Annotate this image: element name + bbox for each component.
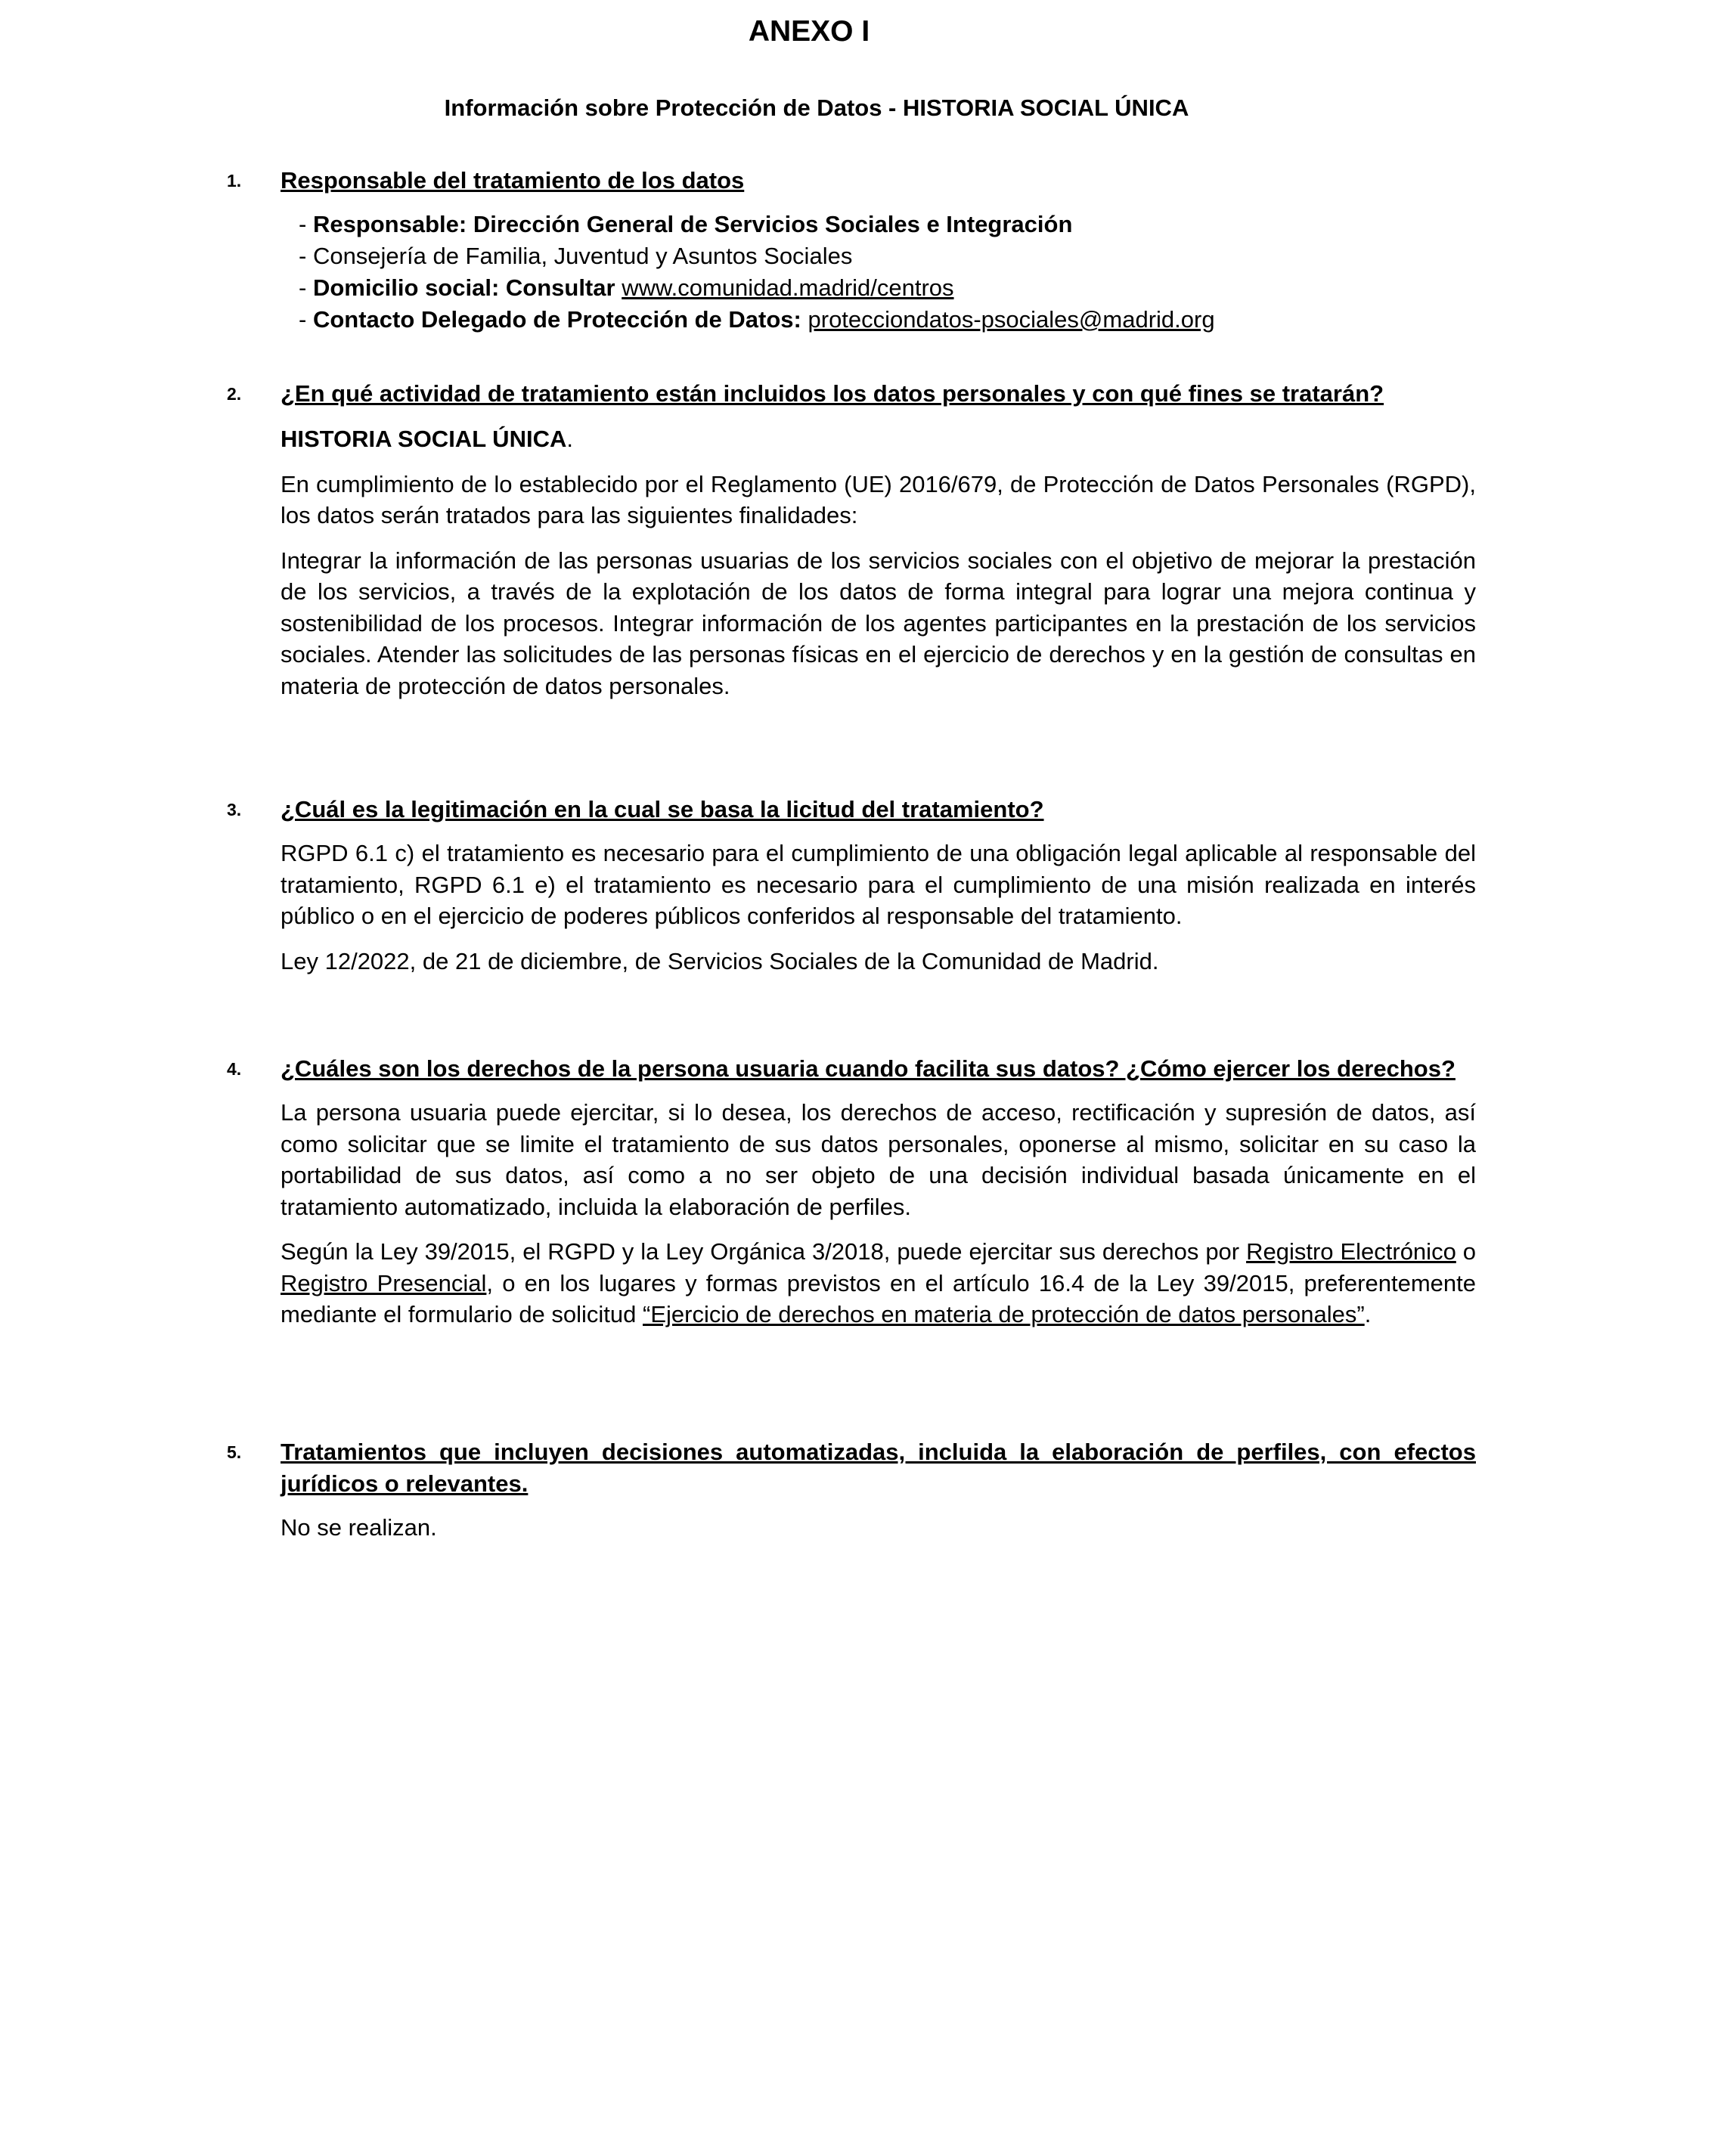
text-run: . (1364, 1301, 1372, 1327)
paragraph: Ley 12/2022, de 21 de diciembre, de Servicios Sociales de la Comunidad de Madrid. (281, 947, 1159, 974)
dash: - (299, 306, 313, 333)
text-run: Según la Ley 39/2015, el RGPD y la Ley Orgánica 3/2018, puede ejercitar sus derechos por (281, 1238, 1247, 1265)
list-item (299, 209, 1476, 240)
dpo-contact-label: Contacto Delegado de Protección de Datos: (312, 306, 801, 333)
text-run: , o en los lugares y formas previstos en el artículo 16.4 de la Ley 39/2015, preferentemente mediante el formulario de solicitud (281, 1269, 1476, 1327)
dash: - (299, 243, 313, 269)
activity-period: . (566, 426, 573, 452)
list-item (299, 240, 1476, 272)
section-body (281, 423, 1476, 702)
registro-electronico-link[interactable]: Registro Electrónico (1246, 1238, 1456, 1265)
section-heading: ¿Cuál es la legitimación en la cual se basa la licitud del tratamiento? (281, 796, 1044, 822)
document-subtitle: Información sobre Protección de Datos - HISTORIA SOCIAL ÚNICA (444, 94, 1189, 121)
responsible-label: Responsable: Dirección General de Servicios Sociales e Integración (312, 211, 1073, 237)
activity-title (281, 423, 1476, 455)
section-heading: ¿En qué actividad de tratamiento están incluidos los datos personales y con qué fines se tratarán? (281, 380, 1384, 407)
paragraph (281, 1236, 1476, 1330)
section-number: 1. (227, 171, 242, 191)
paragraph: Integrar la información de las personas usuarias de los servicios sociales con el objetivo de mejorar la prestación de los servicios, a través de la explotación de los datos de forma integral para lograr una mejora continua y sostenibilidad de los procesos. Integrar información de los agentes participantes en la prestación de los servicios sociales. Atender las solicitudes de las personas físicas en el ejercicio de derechos y en la gestión de consultas en materia de protección de datos personales. (281, 547, 1476, 699)
rights-form-link[interactable]: “Ejercicio de derechos en materia de protección de datos personales” (643, 1301, 1365, 1327)
section-5 (227, 1436, 1476, 1557)
paragraph: La persona usuaria puede ejercitar, si lo desea, los derechos de acceso, rectificación y supresión de datos, así como solicitar que se limite el tratamiento de sus datos personales, oponerse al mismo, solicitar en su caso la portabilidad de sus datos, así como a no ser objeto de una decisión individual basada únicamente en el tratamiento automatizado, incluida la elaboración de perfiles. (281, 1099, 1476, 1220)
section-body (281, 838, 1476, 977)
department-text: Consejería de Familia, Juventud y Asuntos Sociales (312, 243, 853, 269)
list-item (299, 304, 1476, 336)
paragraph: No se realizan. (281, 1514, 437, 1541)
section-number: 4. (227, 1059, 242, 1079)
address-label: Domicilio social: Consultar (312, 274, 615, 301)
section-number: 2. (227, 384, 242, 404)
annex-title: ANEXO I (748, 15, 870, 48)
section-body (281, 1097, 1476, 1330)
activity-name: HISTORIA SOCIAL ÚNICA (281, 426, 567, 452)
section-3 (227, 794, 1476, 990)
paragraph: RGPD 6.1 c) el tratamiento es necesario para el cumplimiento de una obligación legal aplicable al responsable del tratamiento, RGPD 6.1 e) el tratamiento es necesario para el cumplimiento de una misión realizada en interés público o en el ejercicio de poderes públicos conferidos al responsable del tratamiento. (281, 840, 1476, 929)
list-item (299, 272, 1476, 304)
section-heading: Responsable del tratamiento de los datos (281, 167, 745, 194)
section-heading: ¿Cuáles son los derechos de la persona usuaria cuando facilita sus datos? ¿Cómo ejercer los derechos? (281, 1055, 1456, 1082)
dash: - (299, 274, 313, 301)
dash: - (299, 211, 313, 237)
dpo-email-link[interactable]: protecciondatos-psociales@madrid.org (808, 306, 1215, 333)
section-4 (227, 1053, 1476, 1344)
paragraph: En cumplimiento de lo establecido por el Reglamento (UE) 2016/679, de Protección de Datos Personales (RGPD), los datos serán tratados para las siguientes finalidades: (281, 470, 1476, 528)
section-1 (227, 165, 1476, 336)
section-number: 3. (227, 800, 242, 819)
section-number: 5. (227, 1442, 242, 1462)
responsible-list (281, 209, 1476, 336)
registro-presencial-link[interactable]: Registro Presencial (281, 1269, 487, 1296)
section-heading: Tratamientos que incluyen decisiones automatizadas, incluida la elaboración de perfiles, con efectos jurídicos o relevantes. (281, 1439, 1476, 1497)
centros-link[interactable]: www.comunidad.madrid/centros (622, 274, 954, 301)
section-body (281, 1512, 1476, 1544)
text-run: o (1456, 1238, 1476, 1265)
section-2 (227, 378, 1476, 715)
